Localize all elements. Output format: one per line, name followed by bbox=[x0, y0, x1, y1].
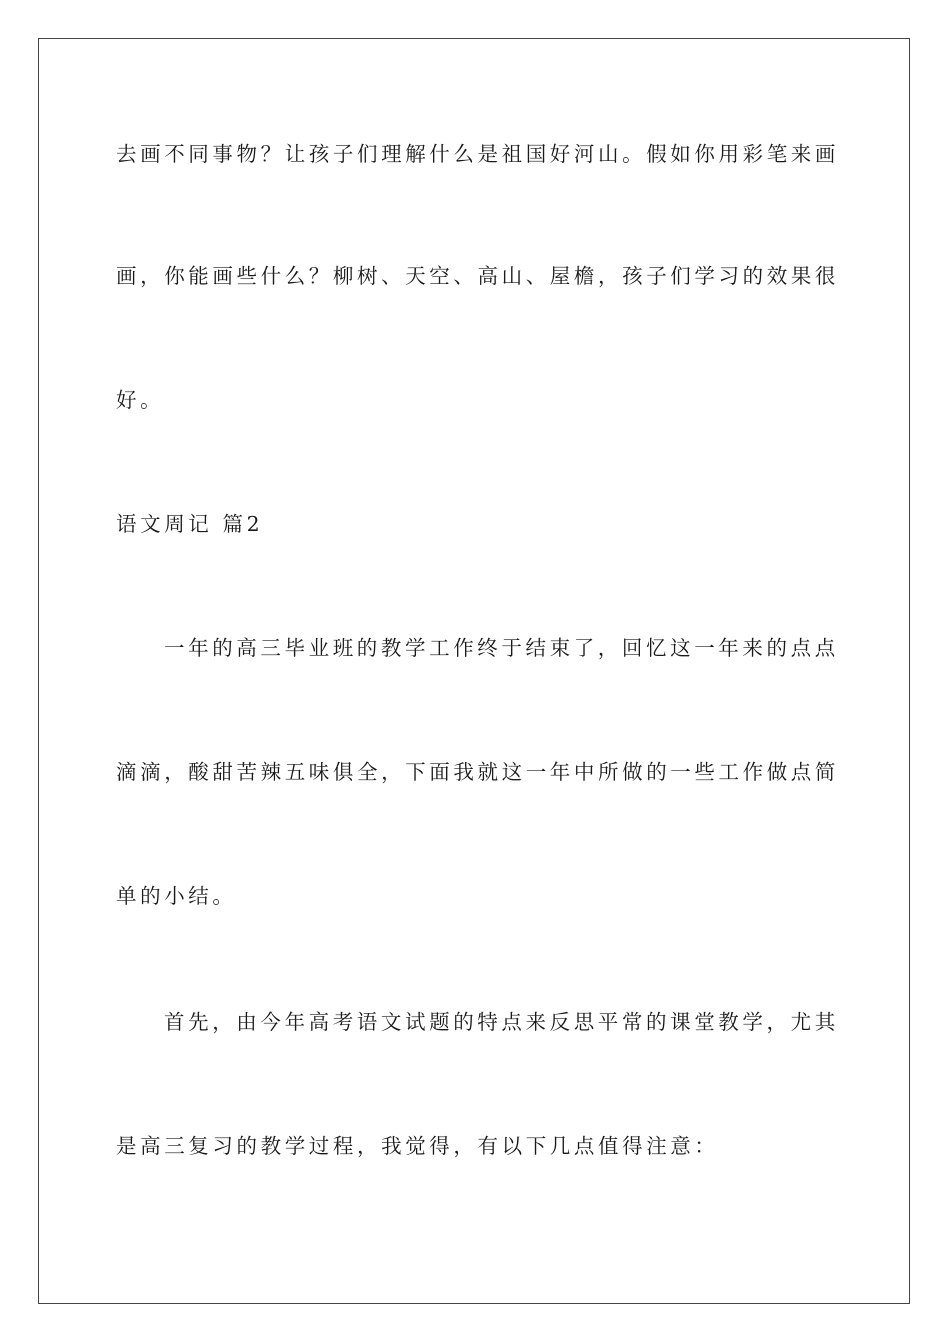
text-line: 画，你能画些什么？柳树、天空、高山、屋檐，孩子们学习的效果很 bbox=[116, 264, 839, 288]
text-line: 首先，由今年高考语文试题的特点来反思平常的课堂教学，尤其 bbox=[164, 1010, 839, 1034]
section-heading: 语文周记 篇2 bbox=[116, 512, 264, 536]
text-line: 好。 bbox=[116, 388, 165, 412]
text-line: 是高三复习的教学过程，我觉得，有以下几点值得注意： bbox=[116, 1134, 719, 1158]
text-line: 滴滴，酸甜苦辣五味俱全，下面我就这一年中所做的一些工作做点简 bbox=[116, 760, 839, 784]
text-line: 一年的高三毕业班的教学工作终于结束了，回忆这一年来的点点 bbox=[164, 636, 839, 660]
text-line: 去画不同事物？让孩子们理解什么是祖国好河山。假如你用彩笔来画 bbox=[116, 142, 839, 166]
page-border bbox=[38, 38, 910, 1304]
text-line: 单的小结。 bbox=[116, 884, 237, 908]
